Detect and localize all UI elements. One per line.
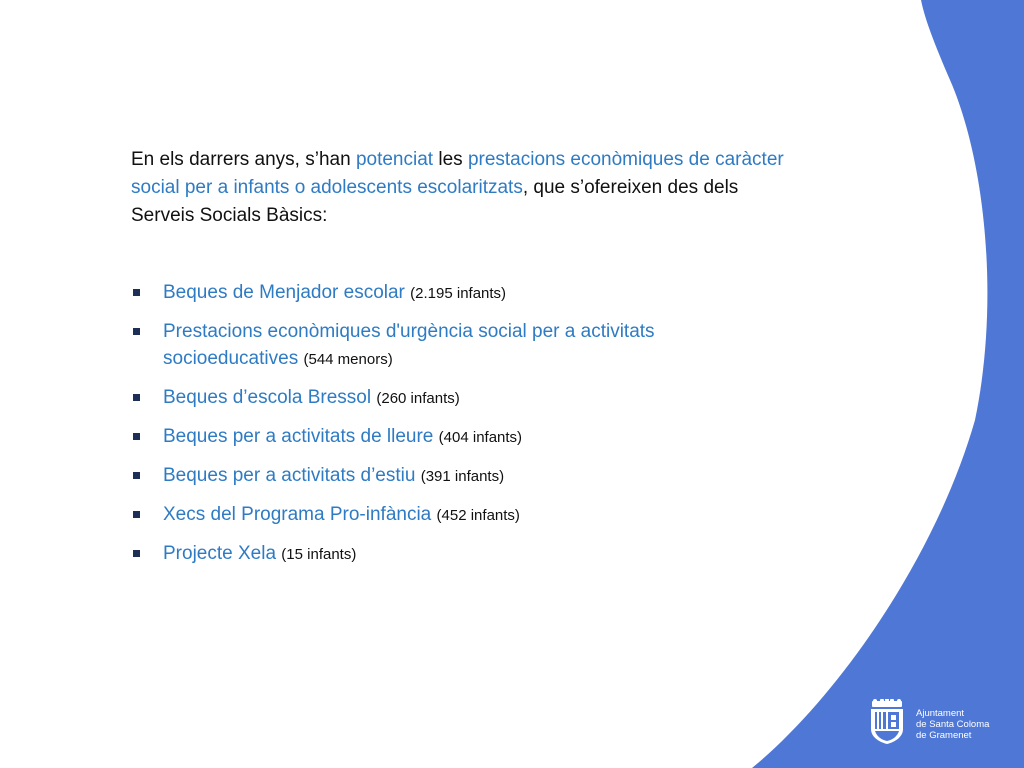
- square-bullet-icon: [133, 472, 140, 479]
- square-bullet-icon: [133, 394, 140, 401]
- intro-paragraph: [131, 146, 801, 230]
- square-bullet-icon: [133, 433, 140, 440]
- intro-text-2: les: [433, 149, 468, 170]
- square-bullet-icon: [133, 511, 140, 518]
- logo-text: [916, 708, 989, 741]
- benefit-count: (404 infants): [438, 429, 523, 446]
- benefit-label: Beques per a activitats d’estiu: [163, 465, 416, 486]
- list-item: [131, 318, 771, 373]
- intro-highlight-prestacions: prestacions econòmiques de caràcter social per a infants o adolescents escolaritzats: [131, 149, 784, 198]
- benefit-count: (15 infants): [281, 546, 357, 563]
- intro-highlight-potenciat: potenciat: [355, 149, 434, 170]
- ajuntament-logo: [862, 698, 1012, 748]
- benefits-list: [131, 279, 771, 579]
- benefit-label: Beques de Menjador escolar: [163, 282, 405, 303]
- benefit-count: (452 infants): [436, 507, 520, 524]
- benefit-count: (544 menors): [303, 351, 393, 368]
- list-item: [131, 501, 771, 529]
- square-bullet-icon: [133, 289, 140, 296]
- square-bullet-icon: [133, 328, 140, 335]
- benefit-label: Xecs del Programa Pro-infància: [163, 504, 432, 525]
- benefit-count: (391 infants): [420, 468, 505, 485]
- benefit-label: Projecte Xela: [163, 543, 277, 564]
- benefit-count: (260 infants): [376, 390, 460, 407]
- benefit-label: Prestacions econòmiques d'urgència social per a activitats socioeducatives: [163, 321, 655, 369]
- list-item: [131, 279, 771, 307]
- square-bullet-icon: [133, 550, 140, 557]
- benefit-label: Beques d’escola Bressol: [163, 387, 372, 408]
- logo-line-1: Ajuntament: [916, 708, 965, 719]
- logo-line-2: de Santa Coloma: [916, 719, 990, 730]
- list-item: [131, 540, 771, 568]
- list-item: [131, 462, 771, 490]
- logo-line-3: de Gramenet: [916, 730, 972, 741]
- intro-text-3: , que s’ofereixen des dels Serveis Socials Bàsics:: [131, 177, 739, 226]
- list-item: [131, 384, 771, 412]
- benefit-count: (2.195 infants): [410, 285, 507, 302]
- intro-text-1: En els darrers anys, s’han: [131, 149, 356, 170]
- coat-of-arms-icon: [866, 699, 908, 747]
- list-item: [131, 423, 771, 451]
- benefit-label: Beques per a activitats de lleure: [163, 426, 434, 447]
